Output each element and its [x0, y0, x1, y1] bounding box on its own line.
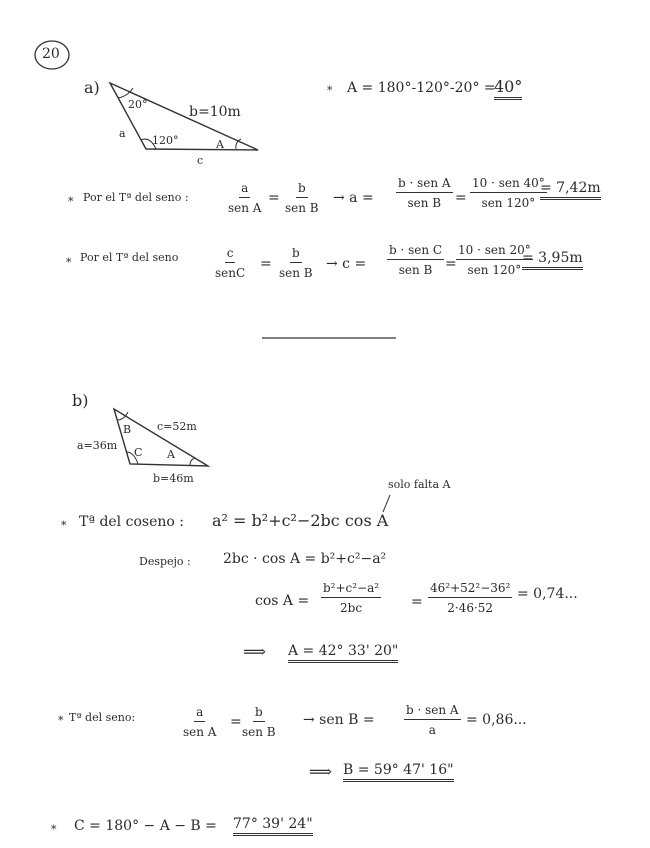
fraction	[285, 181, 319, 215]
triangle-a-angle-top: 20°	[128, 98, 148, 111]
implies-arrow: ⟹	[243, 642, 266, 661]
fraction	[387, 243, 444, 277]
numerator: 10 · sen 20°	[456, 243, 533, 260]
angle-A-result: 40°	[494, 77, 522, 100]
denominator: 2·46·52	[447, 601, 494, 615]
part-b-label: b)	[72, 391, 89, 410]
arrow: → sen B =	[303, 712, 375, 728]
denominator: senC	[215, 266, 246, 280]
sin-B-result: = 0,86...	[466, 712, 527, 728]
fraction	[470, 176, 547, 210]
solve-label: Despejo :	[139, 555, 191, 568]
result-c: = 3,95m	[522, 250, 583, 270]
triangle-a-angle-right: A	[216, 138, 224, 151]
fraction	[183, 705, 216, 739]
triangle-a-side-c: c	[197, 154, 204, 167]
triangle-b-side-b: b=46m	[153, 472, 194, 485]
cos-A-lhs: cos A =	[255, 593, 310, 609]
part-a-label: a)	[84, 78, 100, 97]
denominator: sen B	[242, 725, 276, 739]
numerator: b	[253, 705, 265, 722]
numerator: 10 · sen 40°	[470, 176, 547, 193]
equals-sign: =	[230, 714, 242, 730]
denominator: sen 120°	[467, 263, 522, 277]
triangle-b-vertex-c: C	[134, 446, 143, 459]
triangle-a-side-a: a	[119, 127, 126, 140]
result-a: = 7,42m	[540, 180, 601, 200]
fraction	[428, 581, 512, 615]
denominator: 2bc	[340, 601, 363, 615]
triangle-b-vertex-b: B	[123, 423, 132, 436]
equals-sign: =	[260, 256, 272, 272]
bullet: *	[51, 823, 57, 836]
equals-sign: =	[411, 594, 423, 610]
bullet: *	[68, 195, 74, 208]
fraction	[404, 703, 461, 737]
A-value: A = 42° 33' 20"	[288, 643, 398, 663]
triangle-a-side-b: b=10m	[189, 104, 241, 120]
C-result: 77° 39' 24"	[233, 816, 313, 836]
denominator: sen A	[228, 201, 262, 215]
bullet: *	[66, 256, 72, 269]
denominator: sen B	[398, 263, 433, 277]
fraction	[279, 246, 313, 280]
law-label: Por el Tª del seno	[80, 251, 179, 264]
bullet: *	[61, 519, 67, 532]
B-value: B = 59° 47' 16"	[343, 762, 454, 782]
numerator: a	[194, 705, 205, 722]
triangle-b-vertex-a: A	[167, 448, 175, 461]
cos-A-result: = 0,74...	[517, 586, 578, 602]
law-label: Por el Tª del seno :	[83, 191, 189, 204]
numerator: b · sen A	[396, 176, 453, 193]
denominator: sen B	[285, 201, 319, 215]
denominator: sen B	[279, 266, 313, 280]
fraction	[228, 181, 261, 215]
numerator: b · sen A	[404, 703, 461, 720]
cosine-formula: a² = b²+c²−2bc cos A	[212, 511, 389, 530]
triangle-a-angle-bottom: 120°	[152, 134, 179, 147]
note-arrow	[383, 495, 390, 512]
numerator: a	[239, 181, 250, 198]
triangle-b	[114, 409, 208, 466]
angle-A-expression: A = 180°-120°-20° =	[347, 80, 496, 96]
denominator: sen A	[183, 725, 217, 739]
implies-arrow: ⟹	[309, 762, 332, 781]
numerator: 46²+52²−36²	[428, 581, 512, 598]
equals-sign: =	[455, 190, 467, 206]
triangle-b-angle-arc-a	[190, 458, 196, 465]
solve-formula: 2bc · cos A = b²+c²−a²	[223, 551, 387, 567]
denominator: sen 120°	[481, 196, 536, 210]
law-label: Tª del seno:	[69, 711, 136, 724]
numerator: c	[225, 246, 236, 263]
numerator: b	[290, 246, 302, 263]
triangle-b-side-c: c=52m	[157, 420, 197, 433]
numerator: b	[296, 181, 308, 198]
law-label: Tª del coseno :	[79, 514, 184, 530]
numerator: b · sen C	[387, 243, 444, 260]
arrow: → a =	[333, 190, 374, 206]
arrow: → c =	[326, 256, 367, 272]
numerator: b²+c²−a²	[321, 581, 381, 598]
problem-number: 20	[42, 46, 60, 62]
fraction	[396, 176, 453, 210]
bullet: *	[327, 84, 333, 97]
equals-sign: =	[445, 256, 457, 272]
C-expression: C = 180° − A − B =	[74, 818, 217, 834]
fraction	[242, 705, 276, 739]
margin-note: solo falta A	[388, 478, 451, 491]
triangle-b-side-a: a=36m	[77, 439, 118, 452]
fraction	[215, 246, 245, 280]
bullet: *	[58, 714, 64, 727]
denominator: sen B	[407, 196, 442, 210]
denominator: a	[428, 723, 436, 737]
equals-sign: =	[268, 190, 280, 206]
fraction	[321, 581, 381, 615]
